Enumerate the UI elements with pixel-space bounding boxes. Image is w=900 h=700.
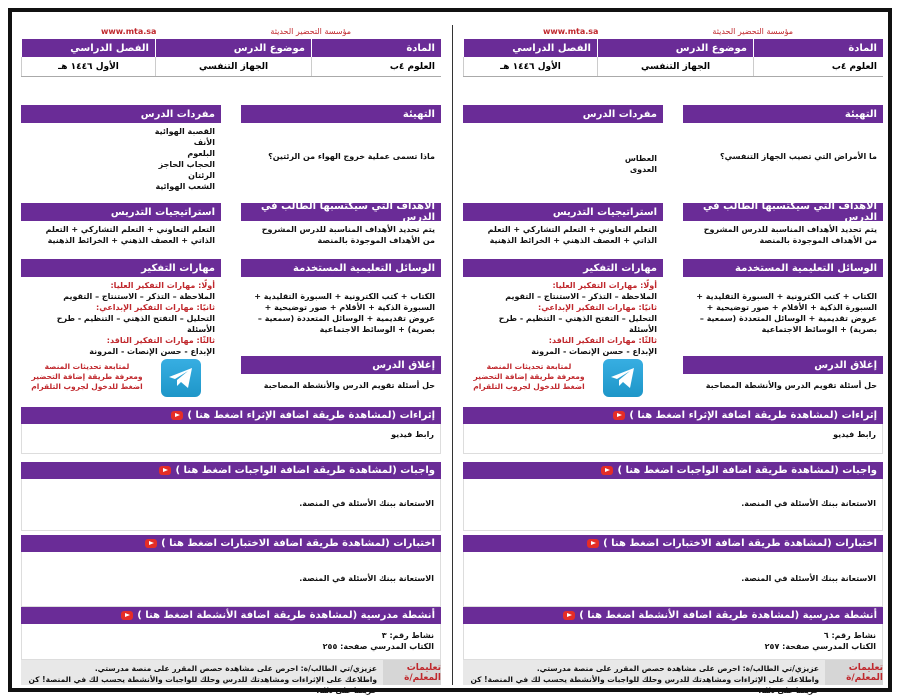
homework-title: واجبات (لمشاهدة طريقة اضافة الواجبات اضغط هنا ) bbox=[175, 465, 435, 476]
activity-page: الكتاب المدرسي صفحة: ٢٥٧ bbox=[764, 642, 876, 651]
thinking-t1: الملاحظة – التذكر – الاستنتاج – التقويم bbox=[505, 292, 657, 301]
info-value-row bbox=[463, 57, 883, 77]
thinking-h1: أولًا: مهارات التفكير العليا: bbox=[552, 281, 657, 290]
aids-text: الكتاب + كتب الكترونية + السبورة التقليدية + السبورة الذكية + الأقلام + صور توضيحية + عروض تقديمية + الوسائل المتعددة (سمعية – بصرية) + الوسائط الاجتماعية bbox=[254, 292, 435, 334]
warmup-title: التهيئة bbox=[241, 105, 441, 123]
thinking-t3: الإبداع - حسن الإنصات - المرونة bbox=[531, 347, 657, 356]
page-divider bbox=[452, 25, 453, 685]
strategies-box bbox=[463, 203, 663, 249]
enrich-title: إثراءات (لمشاهدة طريقة اضافة الإثراء اضغط هنا ) bbox=[187, 410, 435, 421]
vocab-list bbox=[463, 123, 663, 178]
vocab-box bbox=[21, 105, 221, 195]
vocab-title: مفردات الدرس bbox=[463, 105, 663, 123]
youtube-icon[interactable] bbox=[121, 611, 133, 620]
closing-box bbox=[683, 356, 883, 394]
promo-line-3: اضغط للدخول لجروب التلقرام bbox=[473, 382, 585, 391]
thinking-box bbox=[463, 259, 663, 360]
lesson-topic-value: الجهاز التنفسي bbox=[597, 57, 753, 76]
aids-box bbox=[683, 259, 883, 360]
activities-header[interactable] bbox=[21, 607, 441, 624]
strategies-title: استراتيجيات التدريس bbox=[463, 203, 663, 221]
aids-box bbox=[241, 259, 441, 360]
tests-text: الاستعانة ببنك الأسئلة في المنصة. bbox=[21, 552, 441, 607]
objectives-text: يتم تحديد الأهداف المناسبة للدرس المشروح من الأهداف الموجودة بالمنصة bbox=[261, 225, 435, 245]
youtube-icon[interactable] bbox=[563, 611, 575, 620]
enrich-header[interactable] bbox=[463, 407, 883, 424]
vocab-item: البلعوم bbox=[187, 149, 215, 158]
activity-page: الكتاب المدرسي صفحة: ٢٥٥ bbox=[322, 642, 434, 651]
objectives-box bbox=[683, 203, 883, 249]
objectives-text: يتم تحديد الأهداف المناسبة للدرس المشروح من الأهداف الموجودة بالمنصة bbox=[703, 225, 877, 245]
tests-section bbox=[463, 535, 883, 607]
subject-header: المادة bbox=[311, 39, 441, 57]
telegram-promo[interactable] bbox=[27, 362, 147, 392]
vocab-item: الشعب الهوائية bbox=[155, 182, 215, 191]
teacher-instructions bbox=[463, 660, 883, 695]
subject-value: العلوم ٤ب bbox=[311, 57, 441, 76]
enrich-text: رابط فيديو bbox=[21, 424, 441, 454]
vocab-item: العدوى bbox=[629, 165, 657, 174]
enrich-header[interactable] bbox=[21, 407, 441, 424]
row-warmup-vocab bbox=[463, 105, 883, 178]
lesson-page-left bbox=[21, 25, 441, 695]
promo-line-2: ومعرفة طريقة إضافة التحضير bbox=[31, 372, 143, 381]
info-header-row bbox=[463, 39, 883, 57]
aids-text: الكتاب + كتب الكترونية + السبورة التقليدية + السبورة الذكية + الأقلام + صور توضيحية + عروض تقديمية + الوسائل المتعددة (سمعية – بصرية) + الوسائط الاجتماعية bbox=[696, 292, 877, 334]
vocab-item: العطاس bbox=[624, 154, 657, 163]
thinking-title: مهارات التفكير bbox=[463, 259, 663, 277]
enrich-title: إثراءات (لمشاهدة طريقة اضافة الإثراء اضغط هنا ) bbox=[629, 410, 877, 421]
thinking-t1: الملاحظة – التذكر – الاستنتاج – التقويم bbox=[63, 292, 215, 301]
row-aids-thinking bbox=[21, 259, 441, 360]
youtube-icon[interactable] bbox=[145, 539, 157, 548]
homework-section bbox=[21, 462, 441, 531]
enrich-text: رابط فيديو bbox=[463, 424, 883, 454]
homework-text: الاستعانة ببنك الأسئلة في المنصة. bbox=[21, 479, 441, 531]
activities-header[interactable] bbox=[463, 607, 883, 624]
homework-text: الاستعانة ببنك الأسئلة في المنصة. bbox=[463, 479, 883, 531]
tests-text: الاستعانة ببنك الأسئلة في المنصة. bbox=[463, 552, 883, 607]
subject-header: المادة bbox=[753, 39, 883, 57]
instructions-label: تعليمات المعلم/ة bbox=[825, 660, 883, 685]
instructions-label: تعليمات المعلم/ة bbox=[383, 660, 441, 685]
activities-body bbox=[21, 624, 441, 660]
promo-line-1: لمتابعة تحديثات المنصة bbox=[44, 362, 130, 371]
homework-header[interactable] bbox=[21, 462, 441, 479]
subject-value: العلوم ٤ب bbox=[753, 57, 883, 76]
activities-section bbox=[21, 607, 441, 660]
thinking-body bbox=[463, 277, 663, 360]
strategies-title: استراتيجيات التدريس bbox=[21, 203, 221, 221]
site-link[interactable]: www.mta.sa bbox=[101, 27, 157, 36]
instructions-text bbox=[21, 660, 383, 695]
semester-value: الأول ١٤٤٦ هـ bbox=[463, 57, 597, 76]
activity-number: نشاط رقم: ٦ bbox=[823, 631, 876, 640]
youtube-icon[interactable] bbox=[587, 539, 599, 548]
activities-body bbox=[463, 624, 883, 660]
activity-number: نشاط رقم: ٣ bbox=[381, 631, 434, 640]
telegram-icon bbox=[609, 365, 637, 391]
lesson-topic-value: الجهاز التنفسي bbox=[155, 57, 311, 76]
row-aids-thinking bbox=[463, 259, 883, 360]
thinking-h2: ثانيًا: مهارات التفكير الإبداعي: bbox=[538, 303, 657, 312]
promo-line-3: اضغط للدخول لجروب التلقرام bbox=[31, 382, 143, 391]
closing-title: إغلاق الدرس bbox=[241, 356, 441, 374]
aids-title: الوسائل التعليمية المستخدمة bbox=[241, 259, 441, 277]
vocab-item: الرئتان bbox=[188, 171, 215, 180]
activities-title: أنشطة مدرسية (لمشاهدة طريقة اضافة الأنشطة اضغط هنا ) bbox=[137, 610, 435, 621]
tests-header[interactable] bbox=[21, 535, 441, 552]
telegram-promo[interactable] bbox=[469, 362, 589, 392]
vocab-item: الحجاب الحاجز bbox=[158, 160, 215, 169]
tests-header[interactable] bbox=[463, 535, 883, 552]
thinking-h3: ثالثًا: مهارات التفكير الناقد: bbox=[106, 336, 215, 345]
instructions-line-1: عزيزي/تي الطالب/ة: احرص على مشاهدة حصص المقرر على منصة مدرستي. bbox=[94, 664, 377, 673]
homework-section bbox=[463, 462, 883, 531]
strategies-text: التعلم التعاوني + التعلم التشاركي + التعلم الذاتي + العصف الذهني + الخرائط الذهنية bbox=[487, 225, 657, 245]
page-topline bbox=[463, 25, 883, 39]
telegram-button[interactable] bbox=[603, 359, 643, 397]
homework-title: واجبات (لمشاهدة طريقة اضافة الواجبات اضغط هنا ) bbox=[617, 465, 877, 476]
vocab-item: الأنف bbox=[193, 138, 215, 147]
strategies-text: التعلم التعاوني + التعلم التشاركي + التعلم الذاتي + العصف الذهني + الخرائط الذهنية bbox=[45, 225, 215, 245]
enrich-section bbox=[463, 407, 883, 454]
thinking-t2: التحليل – التفتح الذهني – التنظيم - طرح الأسئلة bbox=[56, 314, 215, 334]
site-link[interactable]: www.mta.sa bbox=[543, 27, 599, 36]
youtube-icon[interactable] bbox=[159, 466, 171, 475]
info-value-row bbox=[21, 57, 441, 77]
instructions-line-2: واطلاعك على الإثراءات ومشاهدتك للدرس وحلك للواجبات والأنشطة يحسب لك في المنصة! كن حريصا على ذلك. bbox=[28, 675, 377, 695]
activities-title: أنشطة مدرسية (لمشاهدة طريقة اضافة الأنشطة اضغط هنا ) bbox=[579, 610, 877, 621]
closing-text: حل أسئلة تقويم الدرس والأنشطة المصاحبة bbox=[705, 381, 877, 390]
telegram-icon bbox=[167, 365, 195, 391]
page-topline bbox=[21, 25, 441, 39]
lesson-topic-header: موضوع الدرس bbox=[597, 39, 753, 57]
semester-header: الفصل الدراسي bbox=[463, 39, 597, 57]
vocab-list bbox=[21, 123, 221, 195]
thinking-t3: الإبداع - حسن الإنصات - المرونة bbox=[89, 347, 215, 356]
instructions-text bbox=[463, 660, 825, 695]
thinking-h3: ثالثًا: مهارات التفكير الناقد: bbox=[548, 336, 657, 345]
semester-header: الفصل الدراسي bbox=[21, 39, 155, 57]
closing-text: حل أسئلة تقويم الدرس والأنشطة المصاحبة bbox=[263, 381, 435, 390]
thinking-h1: أولًا: مهارات التفكير العليا: bbox=[110, 281, 215, 290]
aids-title: الوسائل التعليمية المستخدمة bbox=[683, 259, 883, 277]
tests-title: اختبارات (لمشاهدة طريقة اضافة الاختبارات اضغط هنا ) bbox=[161, 538, 435, 549]
thinking-h2: ثانيًا: مهارات التفكير الإبداعي: bbox=[96, 303, 215, 312]
homework-header[interactable] bbox=[463, 462, 883, 479]
thinking-t2: التحليل – التفتح الذهني – التنظيم - طرح الأسئلة bbox=[498, 314, 657, 334]
row-objectives-strategies bbox=[463, 203, 883, 249]
row-warmup-vocab bbox=[21, 105, 441, 195]
enrich-section bbox=[21, 407, 441, 454]
activities-section bbox=[463, 607, 883, 660]
institution-name: مؤسسة التحضير الحديثة bbox=[270, 27, 351, 36]
warmup-box bbox=[683, 105, 883, 178]
lesson-topic-header: موضوع الدرس bbox=[155, 39, 311, 57]
vocab-box bbox=[463, 105, 663, 178]
thinking-box bbox=[21, 259, 221, 360]
warmup-text: ما الأمراض التي تصيب الجهاز التنفسي؟ bbox=[719, 152, 877, 161]
youtube-icon[interactable] bbox=[601, 466, 613, 475]
document-frame bbox=[8, 8, 892, 695]
instructions-line-2: واطلاعك على الإثراءات ومشاهدتك للدرس وحلك للواجبات والأنشطة يحسب لك في المنصة! كن حريصا على ذلك. bbox=[470, 675, 819, 695]
youtube-icon[interactable] bbox=[171, 411, 183, 420]
teacher-instructions bbox=[21, 660, 441, 695]
tests-section bbox=[21, 535, 441, 607]
thinking-body bbox=[21, 277, 221, 360]
institution-name: مؤسسة التحضير الحديثة bbox=[712, 27, 793, 36]
closing-box bbox=[241, 356, 441, 394]
semester-value: الأول ١٤٤٦ هـ bbox=[21, 57, 155, 76]
strategies-box bbox=[21, 203, 221, 249]
warmup-text: ماذا تسمى عملية خروج الهواء من الرئتين؟ bbox=[268, 152, 435, 161]
warmup-box bbox=[241, 105, 441, 195]
instructions-line-1: عزيزي/تي الطالب/ة: احرص على مشاهدة حصص المقرر على منصة مدرستي. bbox=[536, 664, 819, 673]
promo-line-1: لمتابعة تحديثات المنصة bbox=[486, 362, 572, 371]
youtube-icon[interactable] bbox=[613, 411, 625, 420]
promo-line-2: ومعرفة طريقة إضافة التحضير bbox=[473, 372, 585, 381]
warmup-title: التهيئة bbox=[683, 105, 883, 123]
closing-title: إغلاق الدرس bbox=[683, 356, 883, 374]
vocab-title: مفردات الدرس bbox=[21, 105, 221, 123]
lesson-page-right bbox=[463, 25, 883, 695]
objectives-box bbox=[241, 203, 441, 249]
thinking-title: مهارات التفكير bbox=[21, 259, 221, 277]
telegram-button[interactable] bbox=[161, 359, 201, 397]
vocab-item: القصبة الهوائية bbox=[154, 127, 215, 136]
row-objectives-strategies bbox=[21, 203, 441, 249]
info-header-row bbox=[21, 39, 441, 57]
objectives-title: الأهداف التي سيكتسبها الطالب في الدرس bbox=[683, 203, 883, 221]
objectives-title: الأهداف التي سيكتسبها الطالب في الدرس bbox=[241, 203, 441, 221]
tests-title: اختبارات (لمشاهدة طريقة اضافة الاختبارات اضغط هنا ) bbox=[603, 538, 877, 549]
